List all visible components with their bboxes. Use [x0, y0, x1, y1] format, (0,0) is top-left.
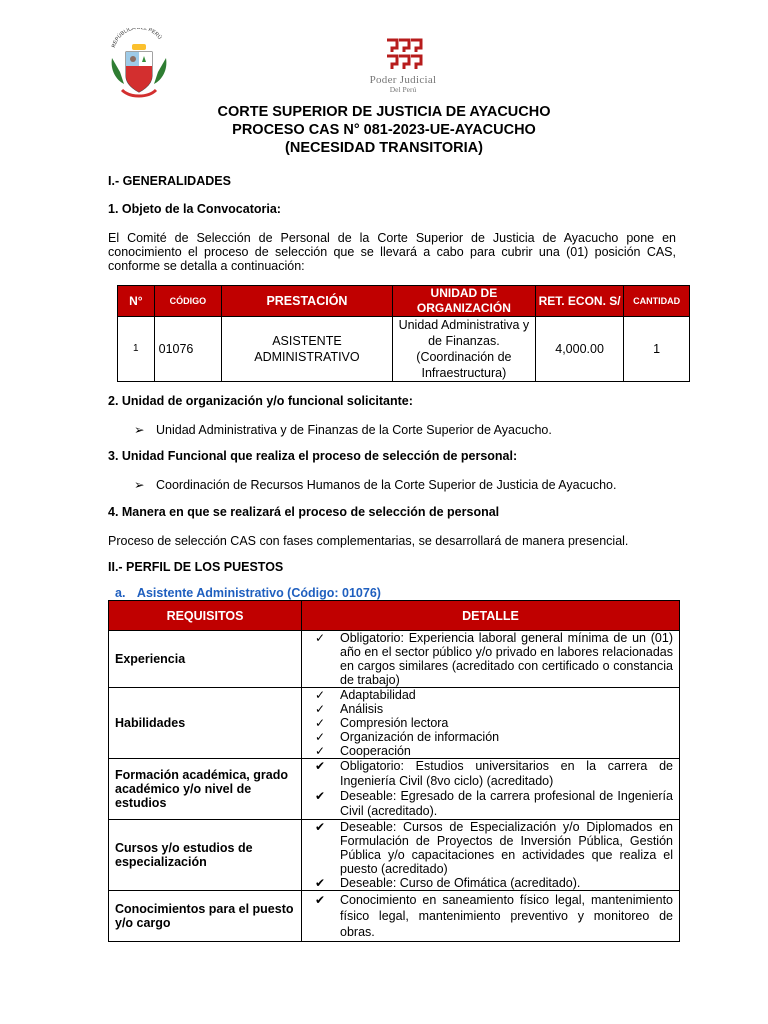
list-item: ✓ Cooperación [315, 744, 411, 758]
cell-prestacion: ASISTENTE ADMINISTRATIVO [222, 317, 393, 382]
check-icon: ✔ [315, 789, 326, 803]
title-line-3: (NECESIDAD TRANSITORIA) [285, 140, 483, 156]
check-icon: ✓ [315, 688, 326, 702]
check-icon: ✓ [315, 744, 326, 758]
item-4-heading: 4. Manera en que se realizará el proceso de selección de personal [108, 505, 500, 519]
check-icon: ✓ [315, 716, 326, 730]
table-row [109, 759, 680, 820]
item-1-heading: 1. Objeto de la Convocatoria: [108, 202, 281, 216]
list-item: ✔ Deseable: Egresado de la carrera profesional de Ingeniería Civil (acreditado). [315, 789, 673, 818]
item-4-paragraph: Proceso de selección CAS con fases complementarias, se desarrollará de manera presencial. [108, 534, 629, 548]
cell-numero: 1 [118, 317, 155, 382]
poder-judicial-logo [360, 36, 446, 100]
list-item: ✓ Organización de información [315, 730, 500, 744]
section-1-heading: I.- GENERALIDADES [108, 174, 231, 188]
title-line-1: CORTE SUPERIOR DE JUSTICIA DE AYACUCHO [217, 104, 551, 120]
item-3-bullet-text: Coordinación de Recursos Humanos de la Corte Superior de Justicia de Ayacucho. [156, 478, 617, 492]
check-icon: ✓ [315, 631, 326, 645]
section-2-heading: II.- PERFIL DE LOS PUESTOS [108, 560, 284, 574]
arrow-bullet-icon: ➢ [134, 423, 145, 437]
cell-ret-econ: 4,000.00 [535, 317, 623, 382]
col-numero: N° [118, 286, 155, 317]
cell-unidad: Unidad Administrativa y de Finanzas. (Coordinación de Infraestructura) [392, 317, 535, 382]
list-item: ✔ Deseable: Cursos de Especialización y/o Diplomados en Formulación de Proyectos de Inversión Pública, Gestión Pública y/o capacitaciones en actividades que realiza el puesto (acreditado) [315, 820, 673, 876]
title-line-2: PROCESO CAS N° 081-2023-UE-AYACUCHO [232, 122, 536, 138]
table-row [109, 688, 680, 759]
detail-habilidades [302, 688, 680, 759]
positions-table [117, 285, 690, 382]
col-requisitos: REQUISITOS [109, 601, 302, 631]
col-ret-econ: RET. ECON. S/ [535, 286, 623, 317]
col-prestacion: PRESTACIÓN [222, 286, 393, 317]
req-cursos: Cursos y/o estudios de especialización [109, 820, 302, 891]
check-icon: ✔ [315, 759, 326, 773]
item-3-heading: 3. Unidad Funcional que realiza el proceso de selección de personal: [108, 449, 518, 463]
list-item: ✔ Conocimiento en saneamiento físico legal, mantenimiento físico legal, mantenimiento preventivo y monitoreo de obras. [315, 893, 673, 939]
col-unidad: UNIDAD DE ORGANIZACIÓN [392, 286, 535, 317]
poder-judicial-emblem-icon [383, 36, 423, 72]
list-item: ✓ Adaptabilidad [315, 688, 416, 702]
check-icon: ✔ [315, 820, 326, 834]
positions-table-header [118, 286, 690, 317]
list-item: ✓ Análisis [315, 702, 384, 716]
profile-subheading [115, 586, 381, 600]
list-item: ✓ Obligatorio: Experiencia laboral general mínima de un (01) año en el sector público y/o privado en labores relacionadas en cargos similares (acreditado con certificado o constancia de trabajo) [315, 631, 673, 687]
detail-formacion [302, 759, 680, 820]
profile-table [108, 600, 680, 942]
table-row [118, 317, 690, 382]
item-1-paragraph: El Comité de Selección de Personal de la Corte Superior de Justicia de Ayacucho pone en conocimiento el proceso de selección que se llevará a cabo para cubrir una (01) posición CAS, conforme se detalla a continuación: [108, 231, 676, 273]
list-item: ✔ Obligatorio: Estudios universitarios en la carrera de Ingeniería Civil (8vo ciclo) (acreditado) [315, 759, 673, 788]
list-item: ✓ Compresión lectora [315, 716, 449, 730]
table-row [109, 891, 680, 942]
pj-logo-line2: Del Perú [389, 85, 417, 94]
col-cantidad: CANTIDAD [624, 286, 690, 317]
req-conocimientos: Conocimientos para el puesto y/o cargo [109, 891, 302, 942]
item-3-bullet [134, 477, 616, 492]
document-title [0, 103, 768, 157]
check-icon: ✓ [315, 730, 326, 744]
col-detalle: DETALLE [302, 601, 680, 631]
item-2-heading: 2. Unidad de organización y/o funcional solicitante: [108, 394, 413, 408]
seal-caption: REPÚBLICA DEL PERÚ [110, 28, 163, 49]
detail-conocimientos [302, 891, 680, 942]
table-row [109, 820, 680, 891]
pj-logo-line1: Poder Judicial [369, 74, 437, 86]
list-item: ✔ Deseable: Curso de Ofimática (acreditado). [315, 876, 581, 890]
req-experiencia: Experiencia [109, 631, 302, 688]
detail-experiencia [302, 631, 680, 688]
item-2-bullet-text: Unidad Administrativa y de Finanzas de la Corte Superior de Ayacucho. [156, 423, 552, 437]
profile-subheading-marker: a. [115, 586, 126, 600]
profile-subheading-text: Asistente Administrativo (Código: 01076) [136, 586, 381, 600]
table-row [109, 631, 680, 688]
req-formacion: Formación académica, grado académico y/o nivel de estudios [109, 759, 302, 820]
req-habilidades: Habilidades [109, 688, 302, 759]
check-icon: ✓ [315, 702, 326, 716]
check-icon: ✔ [315, 876, 326, 890]
col-codigo: CÓDIGO [154, 286, 221, 317]
cell-codigo: 01076 [154, 317, 221, 382]
profile-table-header [109, 601, 680, 631]
cell-cantidad: 1 [624, 317, 690, 382]
item-2-bullet [134, 422, 552, 437]
peru-coat-of-arms-logo [108, 28, 170, 100]
detail-cursos [302, 820, 680, 891]
check-icon: ✔ [315, 893, 326, 907]
arrow-bullet-icon: ➢ [134, 478, 145, 492]
